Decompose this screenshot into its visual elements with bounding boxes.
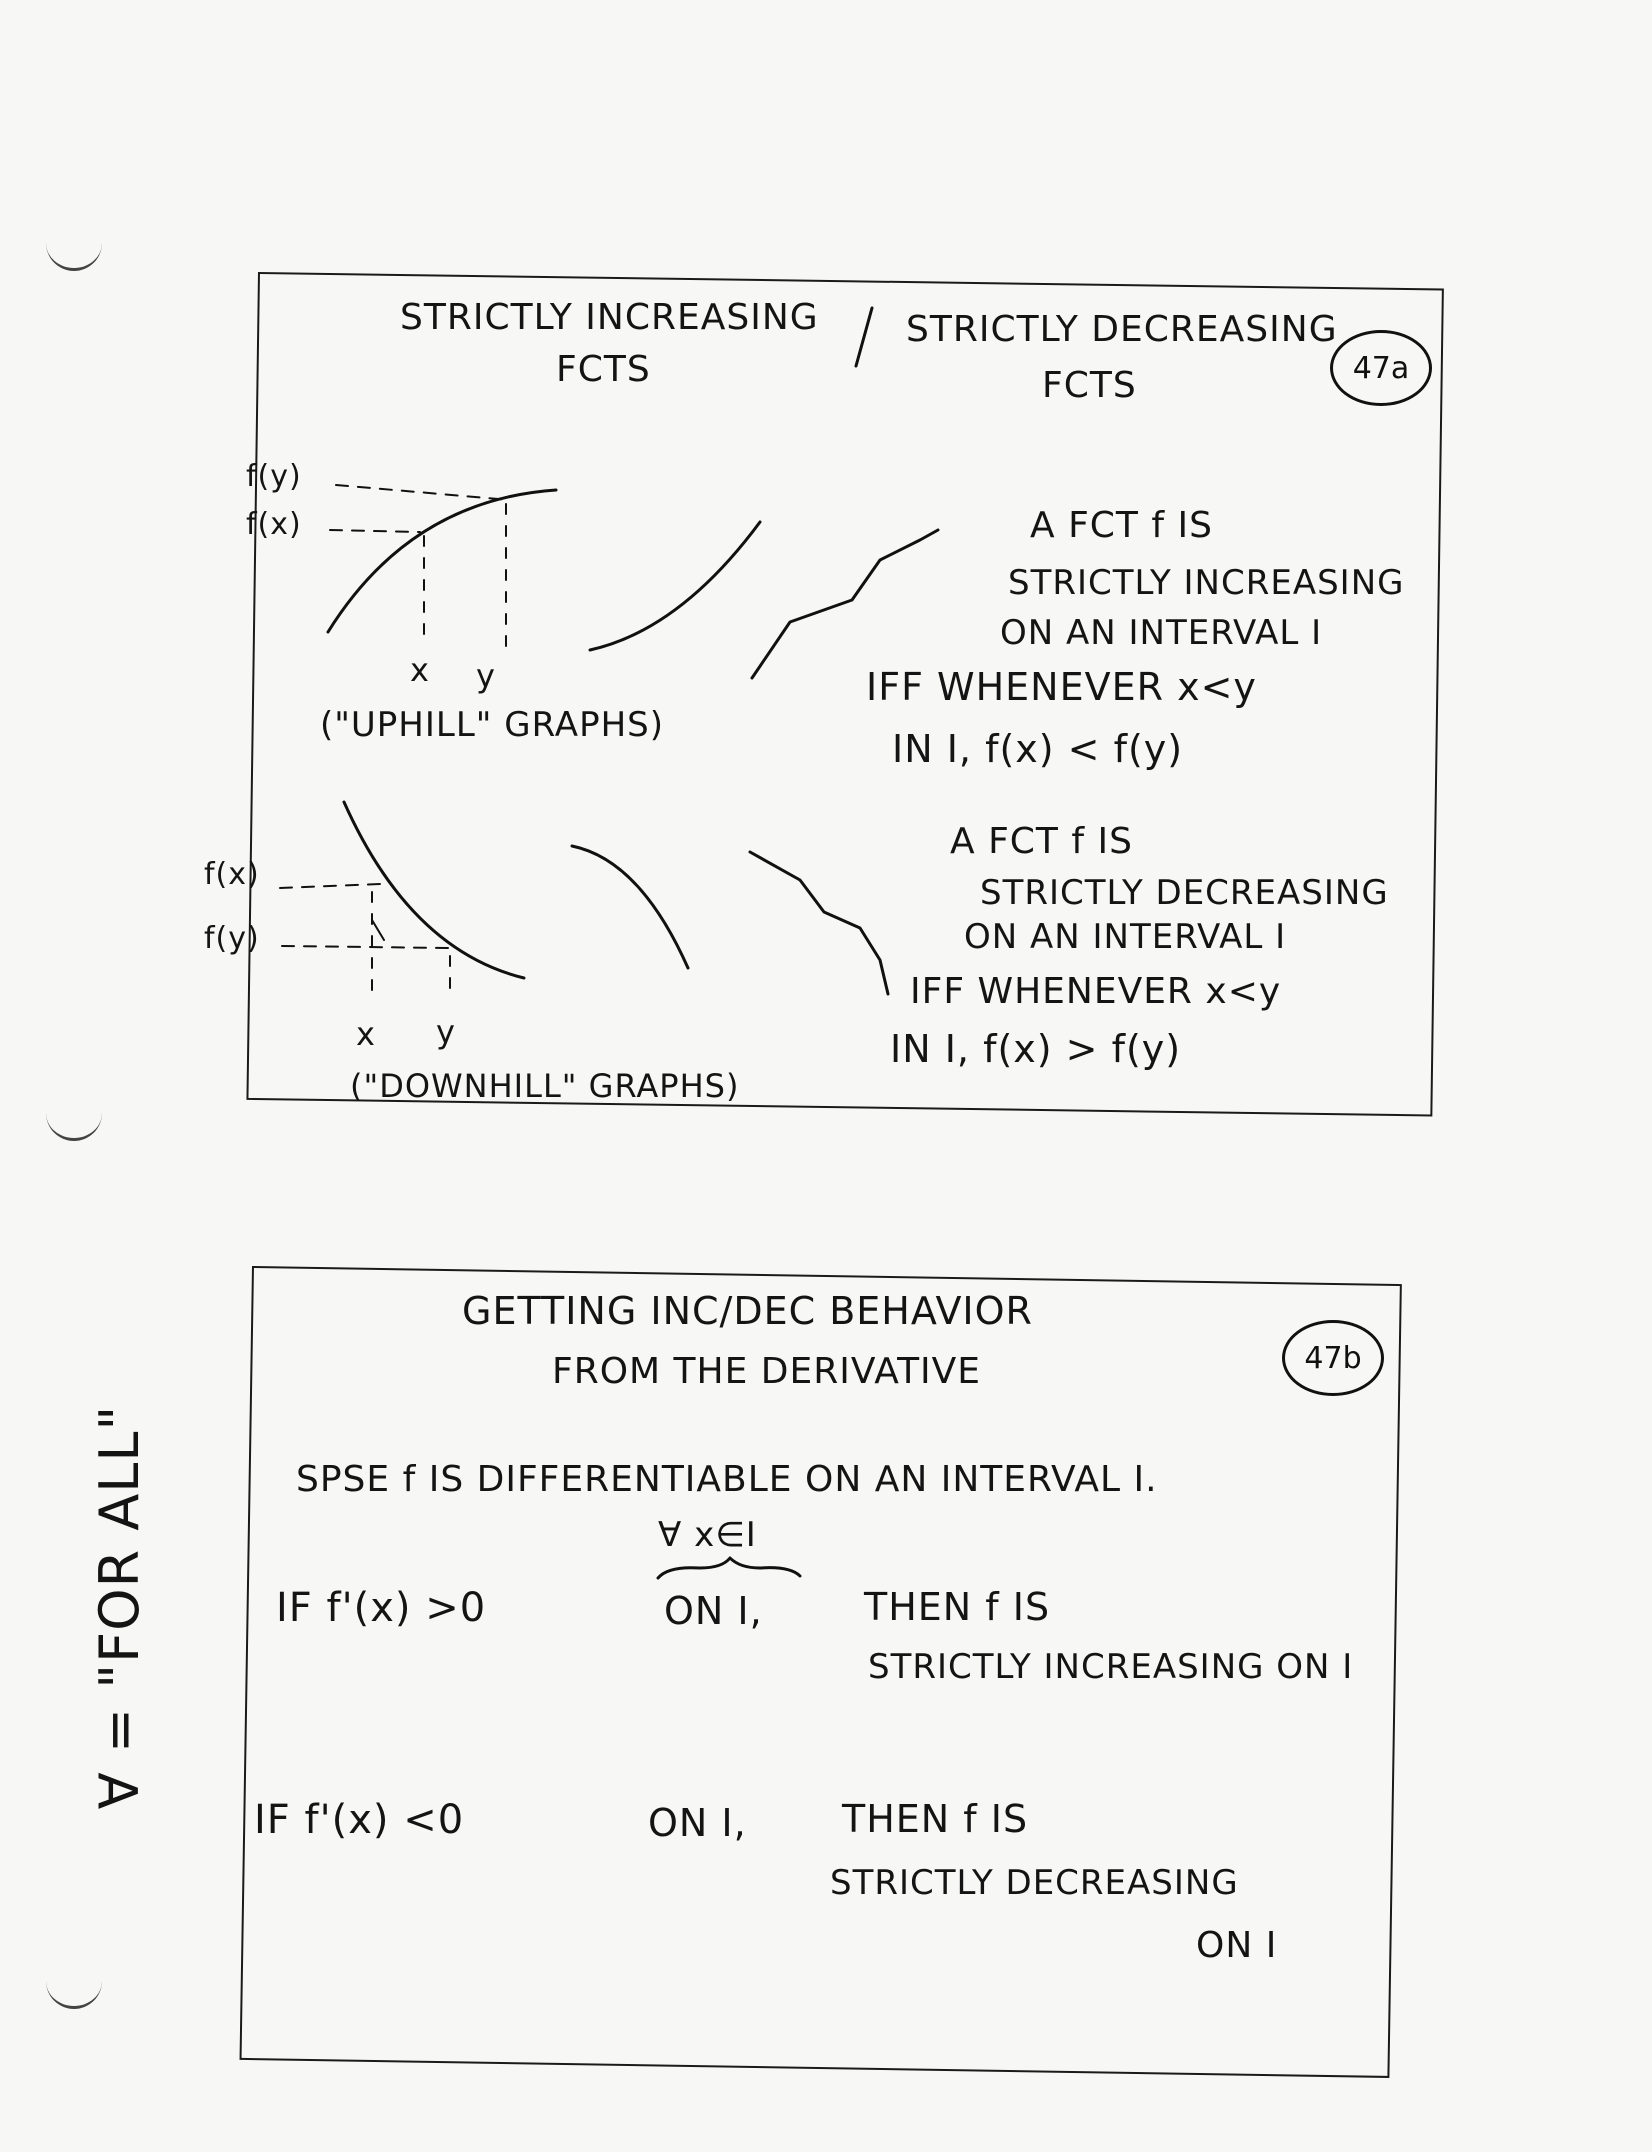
downhill-tick <box>372 920 384 940</box>
uphill-label-fy: f(y) <box>246 459 302 494</box>
def-inc-line-2: STRICTLY INCREASING <box>1008 563 1405 603</box>
downhill-caption: ("DOWNHILL" GRAPHS) <box>350 1067 740 1105</box>
card-b-on-i-2: ON I, <box>648 1801 747 1845</box>
card-b-result-2b: ON I <box>1196 1925 1278 1966</box>
def-dec-line-4: IFF WHENEVER x<y <box>910 971 1282 1012</box>
downhill-dash-fx <box>280 884 380 888</box>
card-b-forall-annotation: ∀ x∈I <box>658 1515 757 1555</box>
uphill-dash-fx <box>330 530 420 532</box>
def-dec-line-1: A FCT f IS <box>950 821 1133 862</box>
card-b-result-1: STRICTLY INCREASING ON I <box>868 1647 1354 1687</box>
uphill-jagged <box>752 530 938 678</box>
uphill-label-y: y <box>476 657 496 695</box>
uphill-caption: ("UPHILL" GRAPHS) <box>320 705 664 745</box>
def-inc-line-5: IN I, f(x) < f(y) <box>892 727 1184 771</box>
card-b-number-badge <box>1282 1320 1384 1396</box>
uphill-label-x: x <box>410 651 430 689</box>
downhill-label-fy: f(y) <box>204 921 260 956</box>
card-b-suppose: SPSE f IS DIFFERENTIABLE ON AN INTERVAL I. <box>296 1459 1158 1500</box>
card-a-title-increasing: STRICTLY INCREASING <box>400 297 819 338</box>
downhill-label-x: x <box>356 1015 376 1053</box>
card-a-title-increasing-sub: FCTS <box>556 349 651 390</box>
def-inc-line-4: IFF WHENEVER x<y <box>866 665 1257 709</box>
card-b-on-i-1: ON I, <box>664 1589 763 1633</box>
def-dec-line-3: ON AN INTERVAL I <box>964 917 1287 957</box>
title-divider-slash <box>856 308 872 366</box>
def-inc-line-3: ON AN INTERVAL I <box>1000 613 1323 653</box>
margin-note-for-all: ∀ = "FOR ALL" <box>88 1404 151 1810</box>
card-b-if-negative: IF f'(x) <0 <box>254 1797 465 1843</box>
uphill-dash-fy <box>336 485 510 500</box>
def-dec-line-2: STRICTLY DECREASING <box>980 873 1389 913</box>
card-b-title-line-1: GETTING INC/DEC BEHAVIOR <box>462 1289 1033 1333</box>
downhill-dash-fy <box>282 946 450 948</box>
uphill-label-fx: f(x) <box>246 507 302 542</box>
downhill-label-fx: f(x) <box>204 857 260 892</box>
uphill-curve <box>328 490 556 632</box>
card-b-then-2: THEN f IS <box>842 1797 1029 1841</box>
card-b-if-positive: IF f'(x) >0 <box>276 1585 487 1631</box>
downhill-label-y: y <box>436 1013 456 1051</box>
card-a-title-decreasing: STRICTLY DECREASING <box>906 309 1338 350</box>
card-a-title-decreasing-sub: FCTS <box>1042 365 1137 406</box>
def-inc-line-1: A FCT f IS <box>1030 505 1213 546</box>
uphill-curve-2 <box>590 522 760 650</box>
card-b-number: 47b <box>1304 1340 1362 1376</box>
def-dec-line-5: IN I, f(x) > f(y) <box>890 1027 1182 1071</box>
downhill-jagged <box>750 852 888 994</box>
card-b-title-line-2: FROM THE DERIVATIVE <box>552 1351 982 1392</box>
downhill-curve <box>344 802 524 978</box>
card-b-then-1: THEN f IS <box>864 1585 1051 1629</box>
card-b-result-2a: STRICTLY DECREASING <box>830 1863 1239 1903</box>
card-a-number: 47a <box>1352 350 1410 386</box>
downhill-curve-2 <box>572 846 688 968</box>
